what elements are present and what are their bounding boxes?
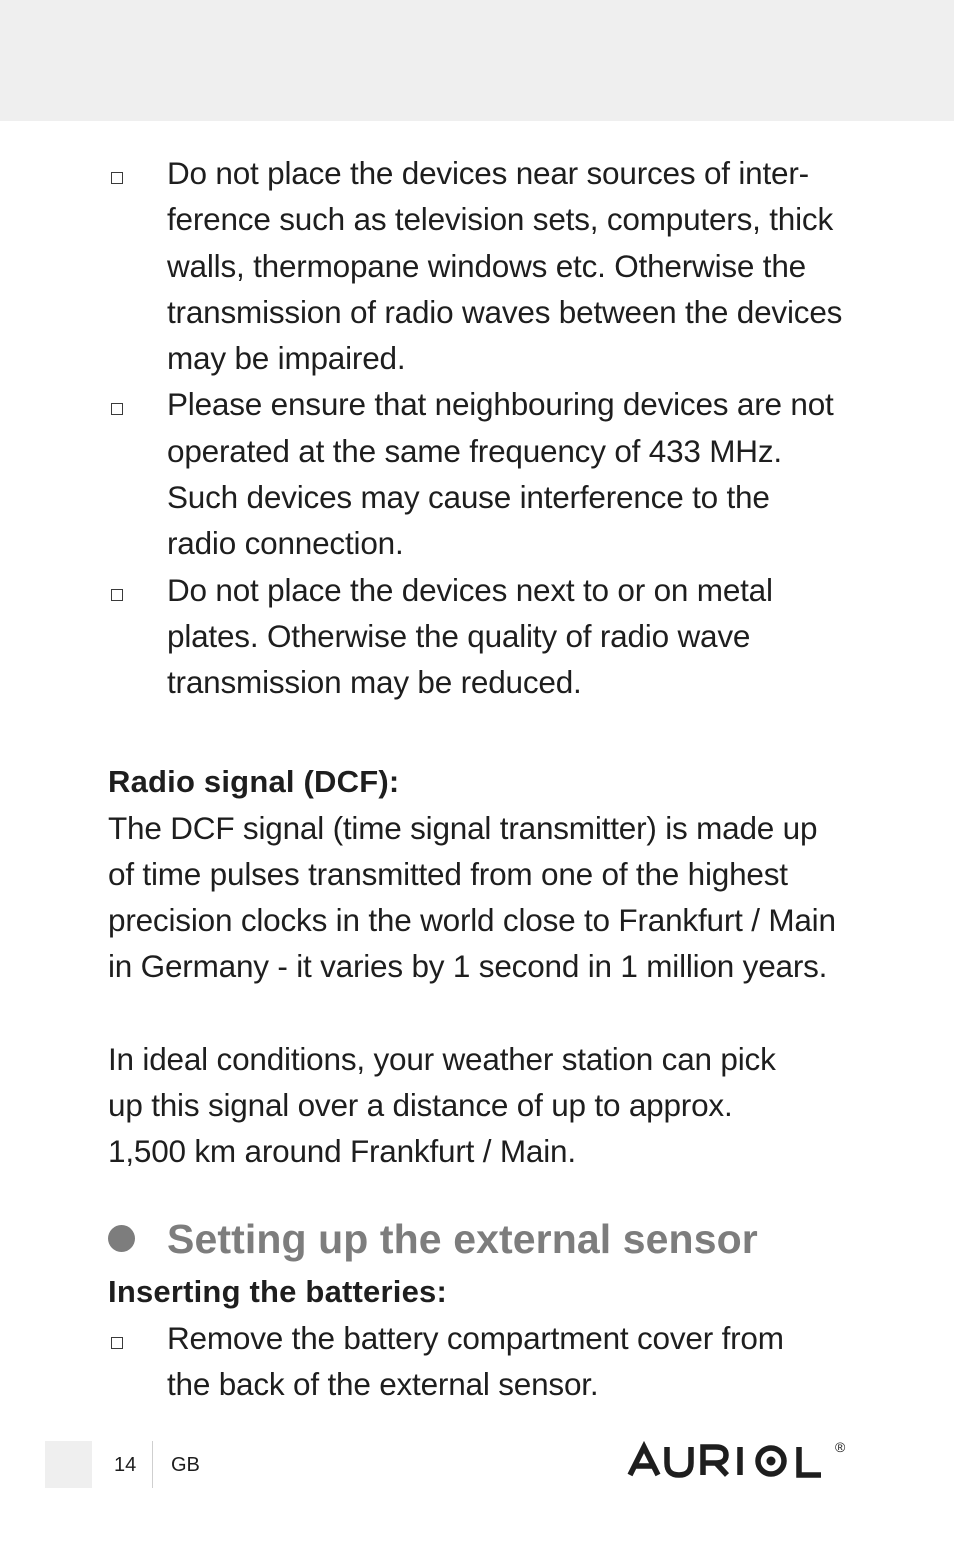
radio-signal-paragraph-2 bbox=[108, 1036, 858, 1175]
bullet-line: may be impaired. bbox=[167, 340, 406, 377]
bullet-line: transmission of radio waves between the devices bbox=[167, 293, 843, 330]
bullet-line: plates. Otherwise the quality of radio wave bbox=[167, 617, 751, 654]
bullet-line: ference such as television sets, computers, thick bbox=[167, 201, 834, 238]
bullet-dot-icon bbox=[108, 1225, 135, 1252]
footer-tab-box bbox=[45, 1441, 92, 1488]
auriol-logo bbox=[627, 1439, 849, 1483]
bullet-item bbox=[108, 150, 858, 381]
section-title bbox=[108, 1209, 858, 1269]
checkbox-square-icon bbox=[111, 1337, 123, 1349]
paragraph-line: in Germany - it varies by 1 second in 1 million years. bbox=[108, 948, 828, 985]
batteries-subheading: Inserting the batteries: bbox=[108, 1273, 447, 1309]
bullet-line: operated at the same frequency of 433 MHz. bbox=[167, 432, 782, 469]
bullet-line: transmission may be reduced. bbox=[167, 664, 582, 701]
footer-divider bbox=[152, 1441, 153, 1488]
paragraph-line: precision clocks in the world close to Frankfurt / Main bbox=[108, 902, 836, 939]
bullet-list-top bbox=[108, 150, 858, 706]
radio-signal-heading: Radio signal (DCF): bbox=[108, 763, 400, 799]
bullet-line: the back of the external sensor. bbox=[167, 1365, 599, 1402]
bullet-line: Do not place the devices next to or on metal bbox=[167, 571, 773, 608]
bullet-line: Please ensure that neighbouring devices are not bbox=[167, 386, 834, 423]
bullet-line: Remove the battery compartment cover from bbox=[167, 1319, 784, 1356]
checkbox-square-icon bbox=[111, 172, 123, 184]
bullet-line: radio connection. bbox=[167, 525, 404, 562]
page-content bbox=[108, 150, 858, 1407]
bullet-line: walls, thermopane windows etc. Otherwise the bbox=[167, 247, 806, 284]
bullet-item bbox=[108, 381, 858, 566]
bullet-item bbox=[108, 567, 858, 706]
paragraph-line: 1,500 km around Frankfurt / Main. bbox=[108, 1133, 576, 1170]
checkbox-square-icon bbox=[111, 403, 123, 415]
page-number: 14 bbox=[114, 1454, 137, 1476]
registered-mark: ® bbox=[835, 1439, 846, 1455]
header-band bbox=[0, 0, 954, 121]
checkbox-square-icon bbox=[111, 589, 123, 601]
paragraph-line: up this signal over a distance of up to approx. bbox=[108, 1087, 733, 1124]
section-title-text: Setting up the external sensor bbox=[167, 1215, 758, 1262]
radio-signal-paragraph-1 bbox=[108, 805, 858, 990]
bullet-line: Such devices may cause interference to the bbox=[167, 479, 770, 516]
bullet-line: Do not place the devices near sources of inter- bbox=[167, 155, 809, 191]
paragraph-line: The DCF signal (time signal transmitter) is made up bbox=[108, 809, 818, 846]
paragraph-line: of time pulses transmitted from one of the highest bbox=[108, 855, 788, 892]
paragraph-line: In ideal conditions, your weather station can pick bbox=[108, 1040, 776, 1077]
language-code: GB bbox=[171, 1454, 200, 1476]
bullet-item bbox=[108, 1315, 858, 1408]
